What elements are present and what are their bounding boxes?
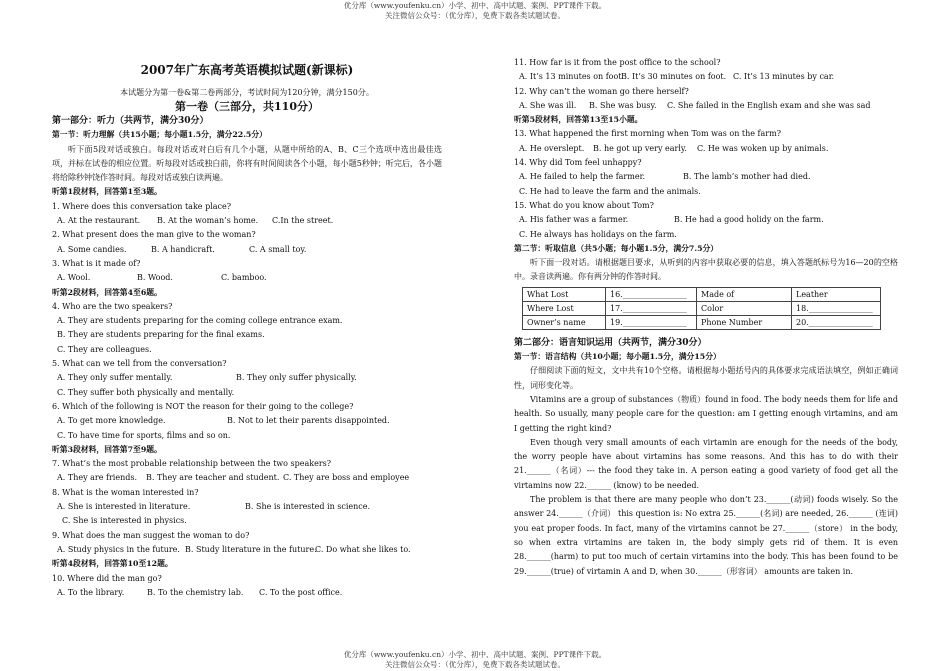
option: B. Wood.	[137, 273, 173, 283]
option: A. His father was a farmer.	[519, 215, 629, 225]
part2-instructions: 仔细阅读下面的短文，文中共有10个空格。请根据每小题括号内的具体要求完成语法填空，例如正确词性，词形变化等。	[514, 366, 898, 390]
option: A. She was ill.	[519, 100, 577, 110]
table-cell: What Lost	[523, 287, 606, 301]
question-5-options	[52, 371, 442, 385]
question-15-option-c: C. He always has holidays on the farm.	[519, 229, 677, 239]
question-8-option-c: C. She is interested in physics.	[62, 516, 187, 526]
option: C. bamboo.	[221, 273, 267, 283]
footer-line-2: 关注微信公众号：（优分库），免费下载各类试题试卷。	[385, 660, 565, 669]
question-2-options	[52, 243, 442, 257]
option: A. It’s 13 minutes on foot.	[519, 72, 625, 82]
question-6-options	[52, 414, 442, 428]
option: B. To the chemistry lab.	[147, 587, 244, 597]
question-4: 4. Who are the two speakers?	[52, 301, 173, 311]
question-1: 1. Where does this conversation take place?	[52, 201, 232, 211]
option: B. he got up very early.	[593, 143, 687, 153]
table-cell: Color	[697, 301, 792, 315]
option: A. They only suffer mentally.	[57, 373, 173, 383]
table-cell[interactable]: 16.________________	[606, 287, 697, 301]
question-10-options	[52, 586, 442, 600]
question-8: 8. What is the woman interested in?	[52, 487, 199, 497]
question-5-option-c: C. They suffer both physically and mentally.	[57, 387, 235, 397]
passage-paragraph-1: Vitamins are a group of substances（物质）found in food. The body needs them for life and health. So usually, many people care for the question: am I getting enough virtamins, and am I getting the right kind?	[514, 394, 898, 433]
option: C. It’s 13 minutes by car.	[733, 72, 835, 82]
question-6: 6. Which of the following is NOT the reason for their going to the college?	[52, 401, 354, 411]
option: A. Wool.	[57, 273, 91, 283]
material-1-heading: 听第1段材料，回答第1至3题。	[52, 187, 162, 197]
option: B. They are teacher and student.	[146, 473, 280, 483]
option: A. She is interested in literature.	[57, 502, 191, 512]
question-9: 9. What does the man suggest the woman to do?	[52, 530, 250, 540]
option: B. At the woman’s home.	[157, 216, 259, 226]
option: A. To the library.	[57, 587, 125, 597]
option: A. He overslept.	[519, 143, 585, 153]
option: C.In the street.	[272, 216, 334, 226]
option: C. To the post office.	[259, 587, 343, 597]
option: A. At the restaurant.	[57, 216, 141, 226]
table-cell: Where Lost	[523, 301, 606, 315]
option: A. To get more knowledge.	[57, 416, 166, 426]
passage-paragraph-3: The problem is that there are many people who don’t 23.______(动词) foods wisely. So the answer 24.______（介词） this question is: No extra 25.______(名词) are needed, 26.______ (连词) you eat proper foods. In fact, many of the virtamins cannot be 27.______（store） in the body, so when extra virtamins are taken in, the body simply gets rid of them. It is even 28.______(harm) to put too much of certain virtamins into the body. This has been found to be 29.______(true) of virtamin A and D, when 30.______（形容词） amounts are taken in.	[514, 495, 898, 576]
option: C. She failed in the English exam and she was sad	[667, 100, 871, 110]
question-14-option-c: C. He had to leave the farm and the animals.	[519, 186, 701, 196]
option: B. She is interested in science.	[245, 502, 371, 512]
page-header	[0, 1, 950, 21]
information-table	[522, 287, 881, 330]
question-5: 5. What can we tell from the conversation?	[52, 359, 227, 369]
option: B. He had a good holidy on the farm.	[674, 215, 824, 225]
option: A. He failed to help the farmer.	[519, 172, 646, 182]
table-cell[interactable]: 17.________________	[606, 301, 697, 315]
question-12-options	[514, 99, 898, 113]
question-4-option-c: C. They are colleagues.	[57, 344, 152, 354]
option: C. They are boss and employee	[283, 473, 410, 483]
question-10: 10. Where did the man go?	[52, 573, 162, 583]
option: B. It’s 30 minutes on foot.	[621, 72, 727, 82]
table-cell: Made of	[697, 287, 792, 301]
option: A. They are friends.	[57, 473, 138, 483]
volume-heading: 第一卷（三部分，共110分）	[175, 100, 319, 113]
footer-line-1: 优分库（www.youfenku.cn）小学、初中、高中试题、案例、PPT课件下载。	[343, 650, 607, 659]
table-cell[interactable]: 19.________________	[606, 315, 697, 329]
document-title: 2007年广东高考英语模拟试题(新课标)	[140, 63, 354, 77]
question-7: 7. What’s the most probable relationship between the two speakers?	[52, 459, 332, 469]
question-7-options	[52, 471, 442, 485]
question-15-options	[514, 213, 898, 227]
section1-heading: 第一节：听力理解（共15小题；每小题1.5分，满分22.5分）	[52, 130, 267, 140]
option: A. Study physics in the future.	[57, 544, 180, 554]
table-cell: Leather	[792, 287, 881, 301]
page-footer	[0, 650, 950, 670]
table-cell[interactable]: 20.________________	[792, 315, 881, 329]
question-6-option-c: C. To have time for sports, films and so on.	[57, 430, 231, 440]
question-8-options	[52, 500, 442, 514]
part2-heading: 第二部分：语言知识运用（共两节，满分30分）	[514, 337, 707, 348]
material-2-heading: 听第2段材料，回答第4至6题。	[52, 287, 162, 297]
table-row	[523, 287, 881, 301]
option: B. A handicraft.	[151, 244, 215, 254]
question-1-options	[52, 214, 442, 228]
header-line-2: 关注微信公众号：（优分库），免费下载各类试题试卷。	[385, 11, 565, 20]
left-column	[52, 62, 442, 600]
question-15: 15. What do you know about Tom?	[514, 200, 654, 210]
question-3-options	[52, 271, 442, 285]
option: C. He was woken up by animals.	[697, 143, 829, 153]
table-cell[interactable]: 18.________________	[792, 301, 881, 315]
option: B. They only suffer physically.	[236, 373, 357, 383]
section1-instructions: 听下面5段对话或独白。每段对话或对白后有几个小题，从题中所给的A、B、C三个选项中选出最佳选项，并标在试卷的相应位置。听每段对话或独白前，你将有时间阅读各个小题，每小题5秒钟；听完后，各小题将给除秒钟饶作答时间。每段对话或独白读两遍。	[52, 144, 442, 183]
question-13-options	[514, 142, 898, 156]
question-14-options	[514, 170, 898, 184]
table-cell: Owner’s name	[523, 315, 606, 329]
exam-intro: 本试题分为第一卷&第二卷两部分，考试时间为120分钟，满分150分。	[120, 88, 374, 97]
table-row	[523, 301, 881, 315]
question-2: 2. What present does the man give to the woman?	[52, 230, 256, 240]
question-11-options	[514, 70, 898, 84]
question-4-option-a: A. They are students preparing for the coming college entrance exam.	[57, 316, 343, 326]
material-3-heading: 听第3段材料，回答第7至9题。	[52, 444, 162, 454]
question-12: 12. Why can’t the woman go there herself?	[514, 86, 689, 96]
question-4-option-b: B. They are students preparing for the final exams.	[57, 330, 265, 340]
table-row	[523, 315, 881, 329]
option: B. She was busy.	[589, 100, 657, 110]
question-14: 14. Why did Tom feel unhappy?	[514, 158, 642, 168]
question-9-options	[52, 543, 442, 557]
right-column	[514, 56, 898, 579]
passage-paragraph-2: Even though very small amounts of each virtamin are enough for the needs of the body, the worry people have about virtamins has some reasons. And this has to do with their 21.______（名词）--- the food they take in. A person eating a good variety of food get all the virtamins now 22.______ (know) to be needed.	[514, 437, 898, 490]
section2-instructions: 听下面一段对话。请根据题目要求，从听到的内容中获取必要的信息，填入答题纸标号为16—20的空格中。录音读两遍。你有两分钟的作答时间。	[514, 258, 898, 282]
material-5-heading: 听第5段材料，回答第13至15小题。	[514, 115, 643, 125]
option: B. Study literature in the future.	[185, 544, 317, 554]
question-11: 11. How far is it from the post office to the school?	[514, 58, 721, 67]
option: C. Do what she likes to.	[315, 544, 411, 554]
option: C. A small toy.	[249, 244, 307, 254]
header-line-1: 优分库（www.youfenku.cn）小学、初中、高中试题、案例、PPT课件下载。	[343, 1, 607, 10]
part1-heading: 第一部分：听力（共两节，满分30分）	[52, 116, 209, 126]
question-3: 3. What is it made of?	[52, 258, 141, 268]
section2-heading: 第二节：听取信息（共5小题；每小题1.5分，满分7.5分）	[514, 243, 719, 253]
material-4-heading: 听第4段材料，回答第10至12题。	[52, 559, 173, 569]
part2-section1-heading: 第一节：语言结构（共10小题；每小题1.5分，满分15分）	[514, 352, 721, 362]
option: B. Not to let their parents disappointed.	[227, 416, 390, 426]
question-13: 13. What happened the first morning when Tom was on the farm?	[514, 129, 781, 139]
option: B. The lamb’s mother had died.	[683, 172, 811, 182]
table-cell: Phone Number	[697, 315, 792, 329]
option: A. Some candies.	[57, 244, 127, 254]
